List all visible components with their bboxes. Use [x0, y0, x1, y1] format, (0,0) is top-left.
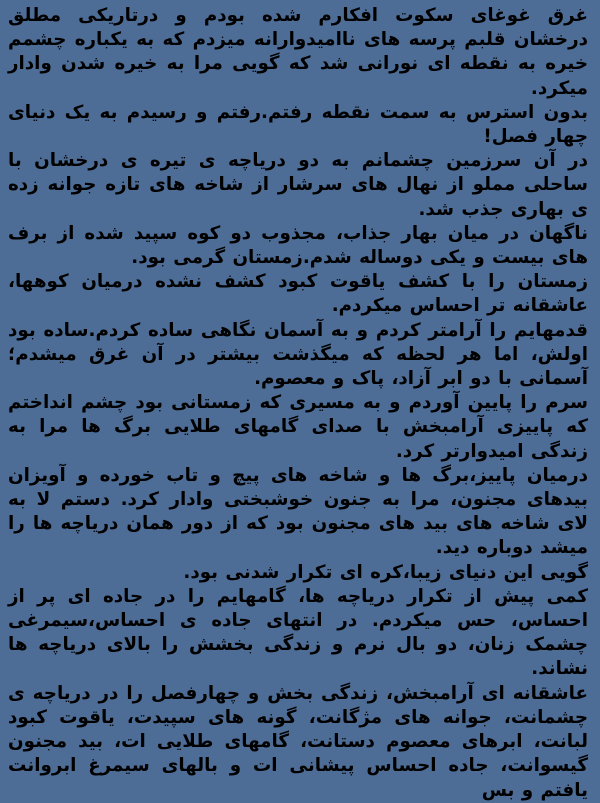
paragraph-3: در آن سرزمین چشمانم به دو دریاچه ی تیره ی درخشان با ساحلی مملو از نهال های سرشار از شاخه های تازه جوانه زده ی بهاری جذب شد. [8, 150, 588, 220]
paragraph-1: غرق غوغای سکوت افکارم شده بودم و درتاریکی مطلق درخشان قلبم پرسه های ناامیدوارانه میزدم که به یکباره چشمم خیره به نقطه ای نورانی شد که گویی مرا به خیره شدن وادار میکرد. [8, 5, 588, 99]
paragraph-2: بدون استرس به سمت نقطه رفتم.رفتم و رسیدم به یک دنیای چهار فصل! [8, 101, 588, 148]
paragraph-4: ناگهان در میان بهار جذاب، مجذوب دو کوه سپید شده از برف های بیست و یکی دوساله شدم.زمستان گرمی بود. [8, 222, 588, 269]
paragraph-6: قدمهایم را آرامتر کردم و به آسمان نگاهی ساده کردم.ساده بود اولش، اما هر لحظه که میگذشت بیشتر در آن غرق میشدم؛ آسمانی با دو ابر آزاد، پاک و معصوم. [8, 319, 588, 390]
paragraph-8: درمیان پاییز،برگ ها و شاخه های پیچ و تاب خورده و آویزان بیدهای مجنون، مرا به جنون خوشبختی وادار کرد. دستم لا به لای شاخه های بید های مجنون بود که از دور همان دریاچه ها را میشد دوباره دید. [8, 464, 588, 559]
paragraph-7: سرم را پایین آوردم و به مسیری که زمستانی بود چشم انداختم که پاییزی آرامبخش با صدای گامهای طلایی برگ ها مرا به زندگی امیدوارتر کرد. [8, 392, 588, 462]
paragraph-9: گویی این دنیای زیبا،کره ای تکرار شدنی بود. [183, 561, 588, 583]
paragraph-11: عاشقانه ای آرامبخش، زندگی بخش و چهارفصل را در دریاچه ی چشمانت، جوانه های مژگانت، گونه های سپیدت، یاقوت کبود لبانت، ابرهای معصوم دستانت، گامهای طلایی ات، بید مجنون گیسوانت، جاده احساس پیشانی ات و بالهای سیمرغ ابروانت یافتم و بس [8, 682, 588, 801]
paragraph-10: کمی پیش از تکرار دریاچه ها، گامهایم را در جاده ای پر از احساس، حس میکردم. در انتهای جاده ی احساس،سیمرغی چشمک زنان، دو بال نرم و زندگی بخشش را بالای دریاچه ها نشاند. [8, 585, 588, 680]
paragraph-5: زمستان را با کشف یاقوت کبود کشف نشده درمیان کوهها، عاشقانه تر احساس میکردم. [8, 271, 588, 317]
